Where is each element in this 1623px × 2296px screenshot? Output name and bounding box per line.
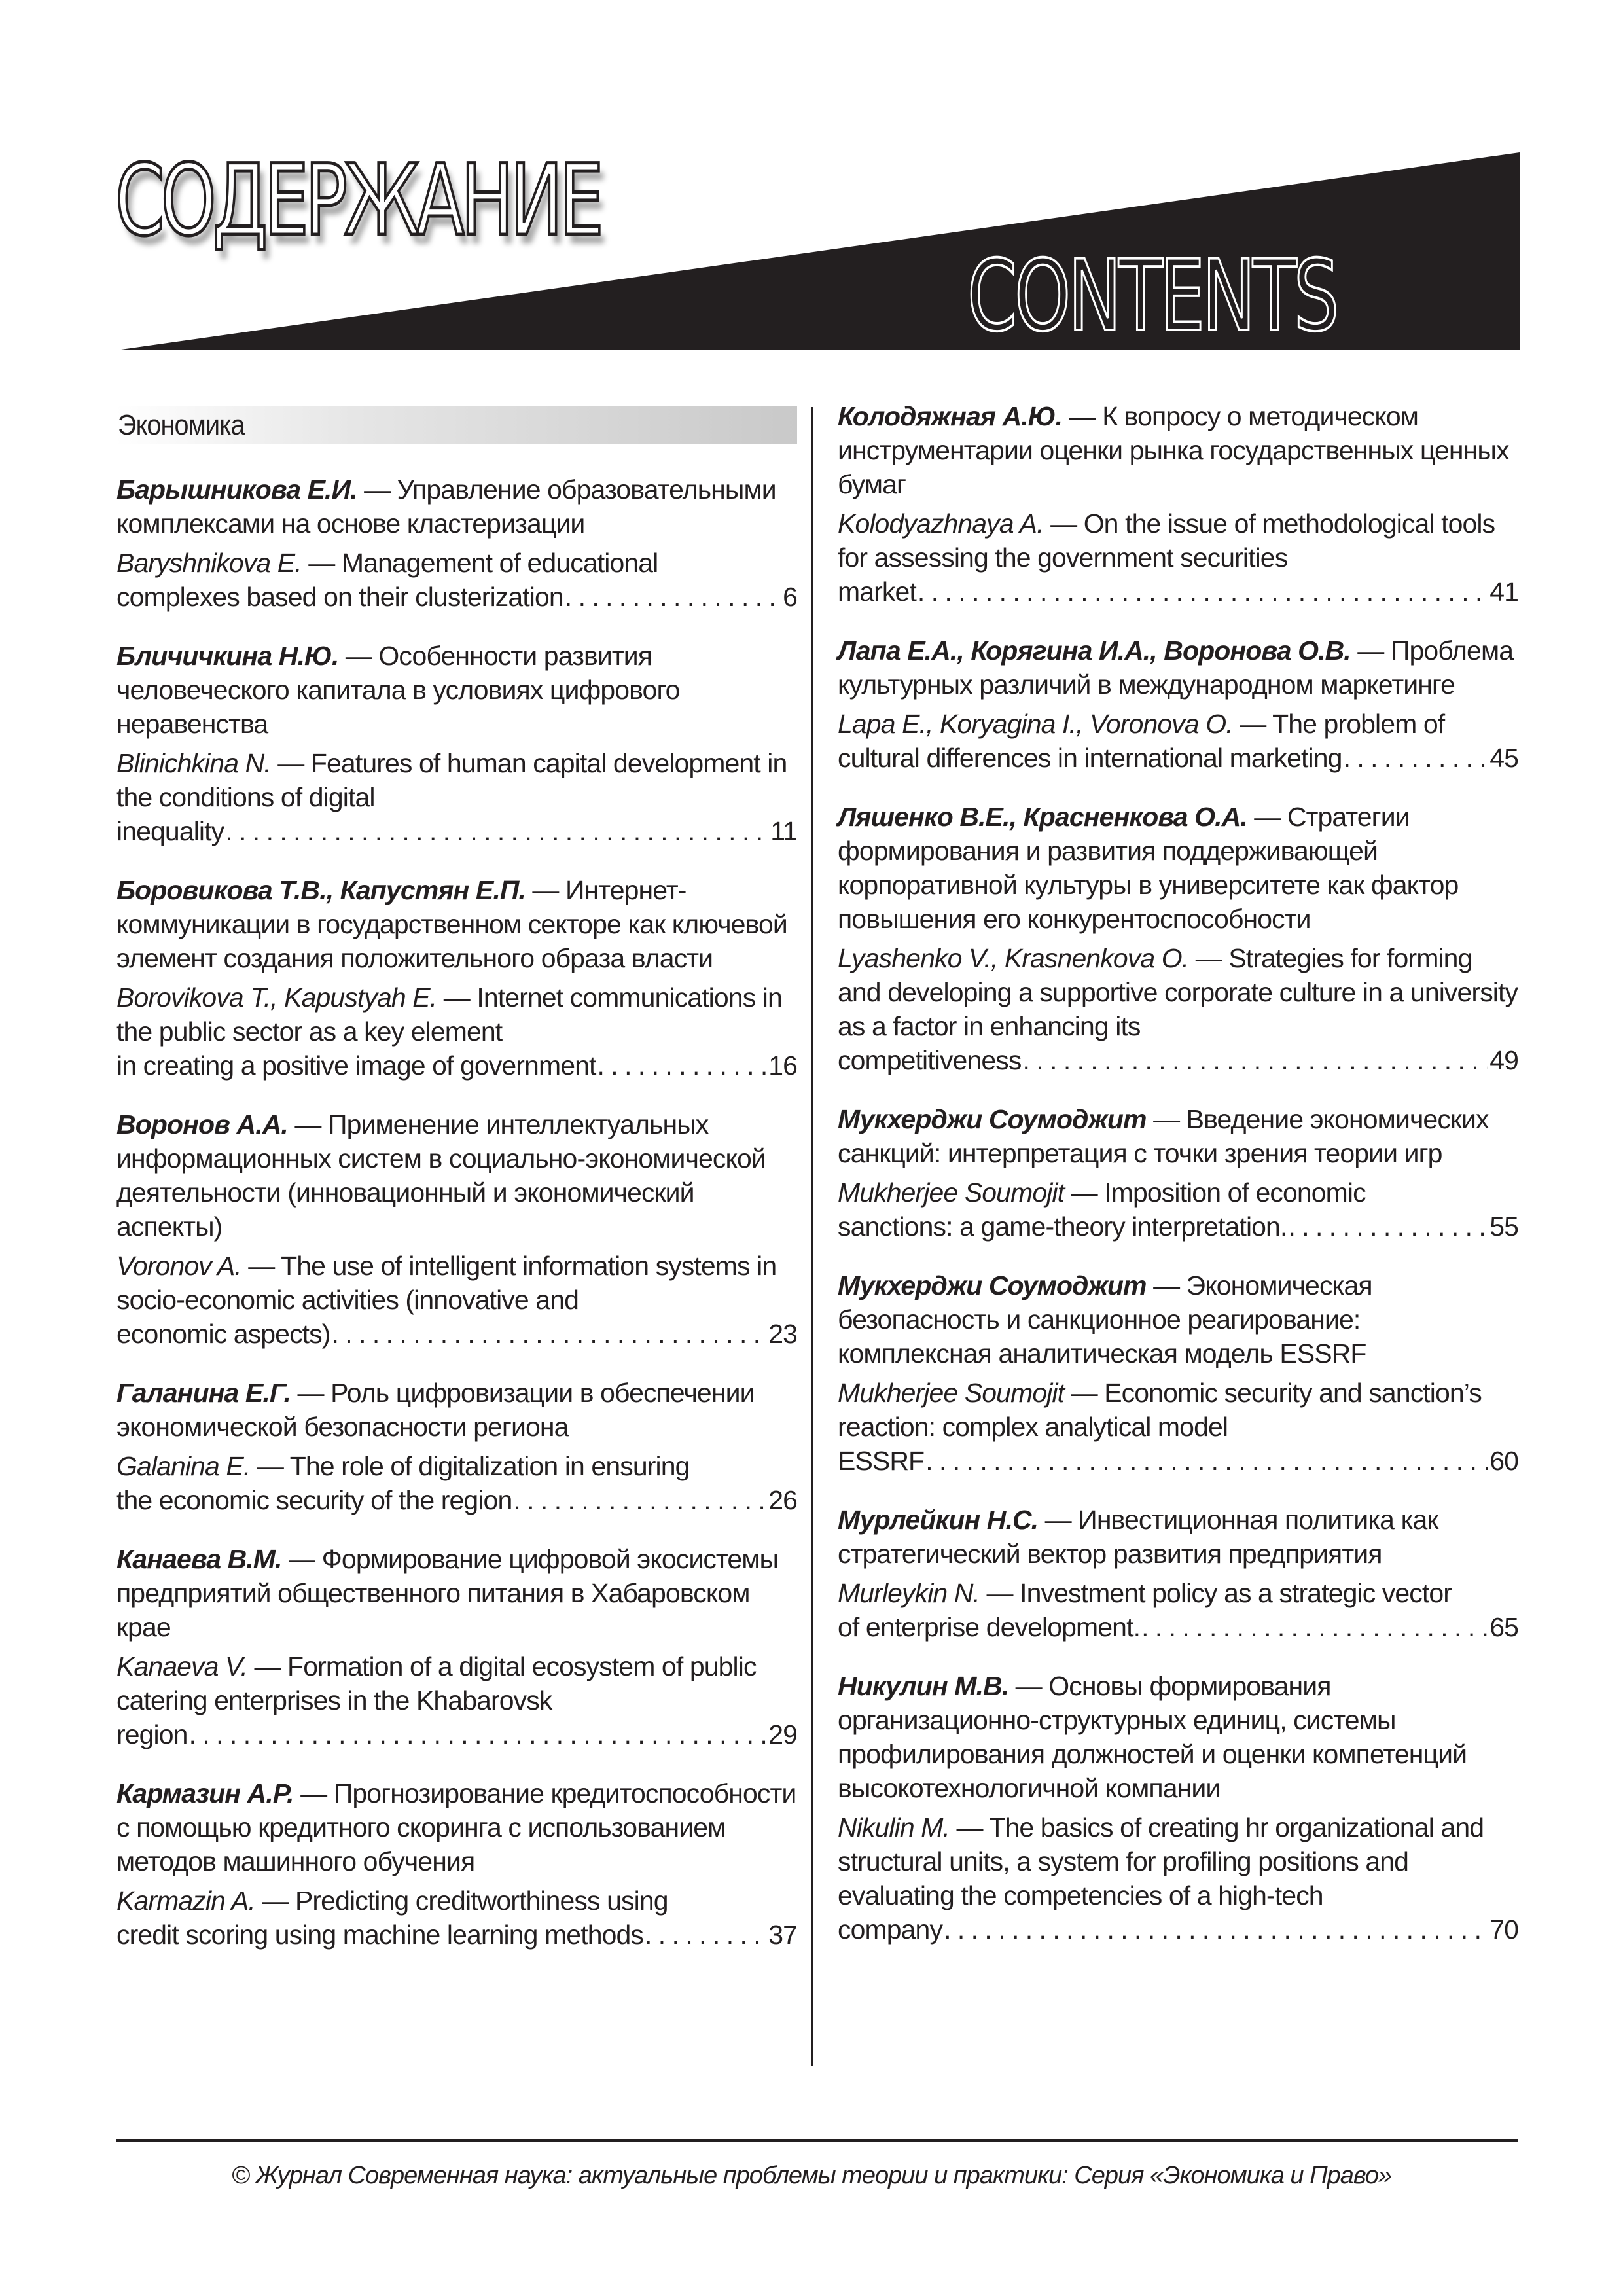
toc-entry-left-0[interactable] bbox=[116, 473, 797, 614]
page-number[interactable]: 23 bbox=[768, 1319, 797, 1349]
title-en: Imposition of economic bbox=[1104, 1177, 1366, 1208]
leader-dots bbox=[1141, 1610, 1488, 1644]
entry-english bbox=[838, 1376, 1518, 1444]
column-divider bbox=[811, 407, 813, 2066]
separator: — bbox=[525, 875, 565, 905]
separator: — bbox=[250, 1451, 290, 1481]
title-en: The use of intelligent information systems in socio-economic activities (innovative and bbox=[116, 1251, 777, 1315]
entry-russian bbox=[838, 634, 1518, 702]
title-ru: Экономическая безопасность и санкционное реагирование: комплексная аналитическая модель ESSRF bbox=[838, 1270, 1372, 1369]
title-ru: Применение интеллектуальных информационных систем в социально-экономической деятельности (инновационный и экономический аспекты) bbox=[116, 1109, 766, 1242]
entry-last-line bbox=[838, 1912, 1518, 1946]
entry-english bbox=[838, 1175, 1518, 1210]
entry-english bbox=[838, 507, 1518, 575]
separator: — bbox=[1350, 636, 1391, 666]
title-en: Strategies for forming and developing a supportive corporate culture in a university as a factor in enhancing its bbox=[838, 943, 1518, 1041]
author-en: Baryshnikova E. bbox=[116, 548, 302, 578]
entry-english bbox=[116, 980, 797, 1049]
title-en: Formation of a digital ecosystem of public catering enterprises in the Khabarovsk bbox=[116, 1651, 757, 1715]
title-ru: Проблема культурных различий в международном маркетинге bbox=[838, 636, 1514, 700]
entry-russian bbox=[838, 1268, 1518, 1371]
author-ru: Колодяжная А.Ю. bbox=[838, 401, 1063, 431]
toc-entry-right-0[interactable] bbox=[838, 399, 1518, 609]
author-ru: Никулин М.В. bbox=[838, 1671, 1009, 1701]
title-en: Predicting creditworthiness using bbox=[294, 1886, 668, 1916]
separator: — bbox=[338, 641, 379, 671]
section-label: Экономика bbox=[118, 409, 245, 441]
title-en: Management of educational bbox=[341, 548, 658, 578]
entry-last-line bbox=[116, 1717, 797, 1751]
entry-english bbox=[116, 546, 797, 580]
page-number[interactable]: 11 bbox=[770, 816, 797, 846]
author-ru: Лапа Е.А., Корягина И.А., Воронова О.В. bbox=[838, 636, 1351, 666]
title-en: The basics of creating hr organizational and structural units, a system for profiling positions and evaluating the competencies of a high-tech bbox=[838, 1812, 1484, 1910]
title-en-tail: region bbox=[116, 1719, 188, 1749]
author-en: Lapa E., Koryagina I., Voronova O. bbox=[838, 709, 1233, 739]
entry-last-line bbox=[838, 1043, 1518, 1077]
title-ru: К вопросу о методическом инструментарии оценки рынка государственных ценных бумаг bbox=[838, 401, 1509, 499]
leader-dots bbox=[944, 1912, 1488, 1946]
title-english: CONTENTS bbox=[967, 240, 1336, 353]
author-en: Mukherjee Soumojit bbox=[838, 1177, 1065, 1208]
page-number[interactable]: 70 bbox=[1489, 1914, 1518, 1945]
entry-last-line bbox=[116, 580, 797, 614]
title-en-tail: company bbox=[838, 1914, 943, 1945]
footer-copyright: © Журнал Современная наука: актуальные проблемы теории и практики: Серия «Экономика и Право» bbox=[231, 2162, 1392, 2189]
title-en-tail: market bbox=[838, 577, 916, 607]
leader-dots bbox=[225, 814, 769, 848]
toc-entry-left-6[interactable] bbox=[116, 1776, 797, 1952]
page-number[interactable]: 49 bbox=[1489, 1045, 1518, 1075]
separator: — bbox=[287, 1109, 328, 1139]
page-number[interactable]: 41 bbox=[1489, 577, 1518, 607]
toc-entry-left-4[interactable] bbox=[116, 1376, 797, 1517]
leader-dots bbox=[332, 1317, 768, 1351]
entry-russian bbox=[838, 1503, 1518, 1571]
leader-dots bbox=[597, 1049, 768, 1083]
separator: — bbox=[1232, 709, 1273, 739]
separator: — bbox=[1146, 1104, 1186, 1134]
entry-russian bbox=[116, 1107, 797, 1244]
section-header-economics bbox=[115, 406, 797, 444]
leader-dots bbox=[1022, 1043, 1488, 1077]
title-ru: Особенности развития человеческого капитала в условиях цифрового неравенства bbox=[116, 641, 680, 739]
title-en: The role of digitalization in ensuring bbox=[289, 1451, 690, 1481]
separator: — bbox=[247, 1651, 288, 1681]
entry-english bbox=[116, 1884, 797, 1918]
toc-entry-right-4[interactable] bbox=[838, 1268, 1518, 1478]
title-ru: Роль цифровизации в обеспечении экономической безопасности региона bbox=[116, 1378, 755, 1442]
title-en: On the issue of methodological tools for assessing the government securities bbox=[838, 509, 1495, 573]
toc-entry-left-3[interactable] bbox=[116, 1107, 797, 1351]
title-en: Features of human capital development in the conditions of digital bbox=[116, 748, 787, 812]
leader-dots bbox=[925, 1444, 1488, 1478]
separator: — bbox=[1146, 1270, 1186, 1300]
separator: — bbox=[437, 982, 477, 1013]
author-en: Mukherjee Soumojit bbox=[838, 1378, 1065, 1408]
author-ru: Мукхерджи Соумоджит bbox=[838, 1104, 1147, 1134]
entry-russian bbox=[116, 1542, 797, 1644]
author-en: Lyashenko V., Krasnenkova O. bbox=[838, 943, 1189, 973]
entry-last-line bbox=[838, 741, 1518, 775]
author-ru: Галанина Е.Г. bbox=[116, 1378, 291, 1408]
toc-entry-left-1[interactable] bbox=[116, 639, 797, 848]
entry-english bbox=[116, 1649, 797, 1717]
page-number[interactable]: 45 bbox=[1489, 743, 1518, 773]
entry-english bbox=[838, 1576, 1518, 1610]
toc-entry-right-6[interactable] bbox=[838, 1669, 1518, 1946]
title-en-tail: inequality bbox=[116, 816, 224, 846]
entry-english bbox=[116, 1449, 797, 1483]
leader-dots bbox=[1288, 1210, 1488, 1244]
separator: — bbox=[1008, 1671, 1049, 1701]
entry-last-line bbox=[838, 1610, 1518, 1644]
title-en-tail: ESSRF bbox=[838, 1446, 925, 1476]
author-en: Kolodyazhnaya A. bbox=[838, 509, 1044, 539]
title-ru: Стратегии формирования и развития поддерживающей корпоративной культуры в университете как фактор повышения его конкурентоспособности bbox=[838, 802, 1459, 934]
title-en-tail: credit scoring using machine learning methods bbox=[116, 1920, 644, 1950]
separator: — bbox=[1064, 1378, 1105, 1408]
entry-russian bbox=[116, 639, 797, 741]
separator: — bbox=[1064, 1177, 1105, 1208]
title-russian: СОДЕРЖАНИЕ bbox=[115, 144, 601, 258]
contents-header bbox=[0, 0, 1623, 367]
entry-english bbox=[838, 1810, 1518, 1912]
entry-last-line bbox=[116, 1483, 797, 1517]
entry-last-line bbox=[116, 814, 797, 848]
toc-entry-right-2[interactable] bbox=[838, 800, 1518, 1077]
toc-entry-right-3[interactable] bbox=[838, 1102, 1518, 1244]
toc-entry-right-5[interactable] bbox=[838, 1503, 1518, 1644]
page-number[interactable]: 65 bbox=[1489, 1612, 1518, 1642]
page-number[interactable]: 55 bbox=[1489, 1211, 1518, 1242]
entry-last-line bbox=[838, 575, 1518, 609]
entry-russian bbox=[116, 873, 797, 975]
author-en: Nikulin M. bbox=[838, 1812, 950, 1842]
separator: — bbox=[357, 475, 397, 505]
entry-last-line bbox=[838, 1444, 1518, 1478]
leader-dots bbox=[918, 575, 1488, 609]
separator: — bbox=[255, 1886, 295, 1916]
leader-dots bbox=[1344, 741, 1489, 775]
author-ru: Ляшенко В.Е., Красненкова О.А. bbox=[838, 802, 1247, 832]
author-ru: Канаева В.М. bbox=[116, 1544, 282, 1574]
author-ru: Боровикова Т.В., Капустян Е.П. bbox=[116, 875, 526, 905]
entry-russian bbox=[838, 1102, 1518, 1170]
entry-english bbox=[838, 941, 1518, 1043]
entry-last-line bbox=[116, 1317, 797, 1351]
page-number[interactable]: 6 bbox=[783, 582, 797, 612]
title-en-tail: cultural differences in international marketing bbox=[838, 743, 1342, 773]
separator: — bbox=[241, 1251, 281, 1281]
title-en: Economic security and sanction’s reaction: complex analytical model bbox=[838, 1378, 1482, 1442]
title-ru: Формирование цифровой экосистемы предприятий общественного питания в Хабаровском крае bbox=[116, 1544, 779, 1642]
toc-entry-right-1[interactable] bbox=[838, 634, 1518, 775]
title-ru: Введение экономических санкций: интерпретация с точки зрения теории игр bbox=[838, 1104, 1489, 1168]
title-ru: Инвестиционная политика как стратегический вектор развития предприятия bbox=[838, 1505, 1438, 1569]
title-ru: Интернет-коммуникации в государственном секторе как ключевой элемент создания положительного образа власти bbox=[116, 875, 787, 973]
toc-column-right bbox=[838, 399, 1518, 1971]
entry-english bbox=[838, 707, 1518, 741]
author-en: Voronov A. bbox=[116, 1251, 241, 1281]
leader-dots bbox=[645, 1918, 767, 1952]
title-ru: Управление образовательными комплексами на основе кластеризации bbox=[116, 475, 776, 539]
separator: — bbox=[1043, 509, 1084, 539]
title-en: Internet communications in the public sector as a key element bbox=[116, 982, 782, 1047]
title-en-tail: the economic security of the region bbox=[116, 1485, 512, 1515]
footer-rule bbox=[116, 2139, 1518, 2142]
author-en: Borovikova T., Kapustyah E. bbox=[116, 982, 437, 1013]
title-en-tail: in creating a positive image of government bbox=[116, 1050, 596, 1081]
title-en: Investment policy as a strategic vector bbox=[1020, 1578, 1452, 1608]
toc-entry-left-5[interactable] bbox=[116, 1542, 797, 1751]
title-en-tail: economic aspects) bbox=[116, 1319, 330, 1349]
title-en-tail: sanctions: a game-theory interpretation. bbox=[838, 1211, 1287, 1242]
page-number[interactable]: 26 bbox=[768, 1485, 797, 1515]
toc-column-left bbox=[116, 473, 797, 1977]
page-number[interactable]: 16 bbox=[768, 1050, 797, 1081]
author-en: Murleykin N. bbox=[838, 1578, 980, 1608]
leader-dots bbox=[189, 1717, 768, 1751]
title-ru: Основы формирования организационно-структурных единиц, системы профилирования должностей и оценки компетенций высокотехнологичной компании bbox=[838, 1671, 1467, 1803]
author-en: Kanaeva V. bbox=[116, 1651, 247, 1681]
toc-entry-left-2[interactable] bbox=[116, 873, 797, 1083]
title-en-tail: competitiveness bbox=[838, 1045, 1022, 1075]
author-en: Karmazin A. bbox=[116, 1886, 255, 1916]
entry-english bbox=[116, 746, 797, 814]
entry-last-line bbox=[116, 1918, 797, 1952]
author-en: Galanina E. bbox=[116, 1451, 251, 1481]
entry-russian bbox=[838, 1669, 1518, 1805]
separator: — bbox=[281, 1544, 322, 1574]
entry-english bbox=[116, 1249, 797, 1317]
leader-dots bbox=[565, 580, 781, 614]
separator: — bbox=[301, 548, 342, 578]
separator: — bbox=[980, 1578, 1020, 1608]
title-ru: Прогнозирование кредитоспособности с помощью кредитного скоринга с использованием методов машинного обучения bbox=[116, 1778, 796, 1876]
entry-last-line bbox=[838, 1210, 1518, 1244]
separator: — bbox=[1247, 802, 1287, 832]
author-ru: Воронов А.А. bbox=[116, 1109, 288, 1139]
separator: — bbox=[291, 1378, 331, 1408]
separator: — bbox=[270, 748, 311, 778]
page-number[interactable]: 29 bbox=[768, 1719, 797, 1749]
leader-dots bbox=[513, 1483, 767, 1517]
separator: — bbox=[1062, 401, 1103, 431]
separator: — bbox=[1188, 943, 1229, 973]
separator: — bbox=[1038, 1505, 1079, 1535]
author-ru: Бличичкина Н.Ю. bbox=[116, 641, 339, 671]
page-number[interactable]: 60 bbox=[1489, 1446, 1518, 1476]
entry-russian bbox=[838, 800, 1518, 936]
title-en-tail: complexes based on their clusterization bbox=[116, 582, 563, 612]
title-en: The problem of bbox=[1272, 709, 1445, 739]
page-number[interactable]: 37 bbox=[768, 1920, 797, 1950]
author-ru: Мурлейкин Н.С. bbox=[838, 1505, 1039, 1535]
author-ru: Барышникова Е.И. bbox=[116, 475, 357, 505]
entry-russian bbox=[116, 1776, 797, 1878]
entry-last-line bbox=[116, 1049, 797, 1083]
separator: — bbox=[949, 1812, 990, 1842]
title-en-tail: of enterprise development. bbox=[838, 1612, 1141, 1642]
author-en: Blinichkina N. bbox=[116, 748, 271, 778]
author-ru: Мукхерджи Соумоджит bbox=[838, 1270, 1147, 1300]
separator: — bbox=[293, 1778, 334, 1808]
entry-russian bbox=[116, 1376, 797, 1444]
entry-russian bbox=[838, 399, 1518, 501]
entry-russian bbox=[116, 473, 797, 541]
author-ru: Кармазин А.Р. bbox=[116, 1778, 294, 1808]
